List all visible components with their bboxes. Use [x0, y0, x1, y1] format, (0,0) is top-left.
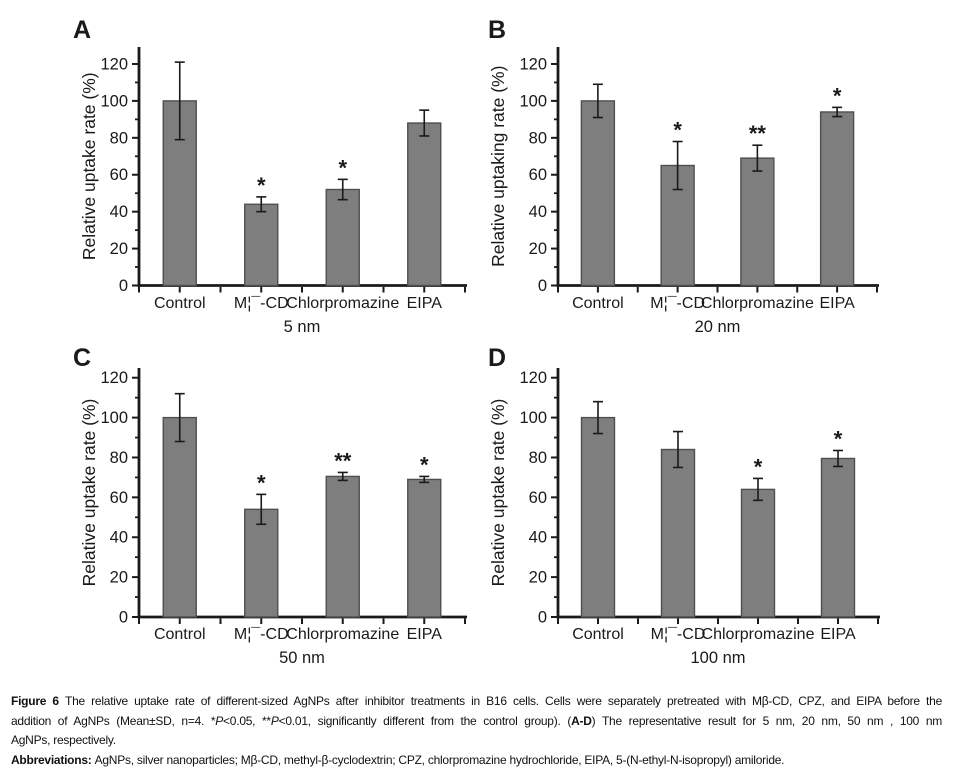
y-tick-label: 80 [528, 129, 547, 148]
significance-marker: * [419, 452, 429, 478]
x-category-label: Control [572, 295, 624, 312]
x-category-label: Control [572, 626, 624, 643]
x-category-label: Control [153, 626, 206, 643]
y-tick-label: 60 [109, 488, 128, 507]
y-axis-label: Relative uptake rate (%) [488, 398, 508, 587]
y-tick-label: 100 [519, 92, 547, 111]
caption-segment: Figure 6 [11, 694, 66, 708]
y-tick-label: 40 [109, 528, 128, 547]
caption-segment: <0.01, significantly different from the control group). ( [278, 713, 572, 728]
significance-marker: * [256, 172, 266, 198]
caption-line-1 [11, 692, 942, 712]
caption-segment: Abbreviations: [11, 752, 95, 767]
caption-segment: <0.05, ** [223, 713, 271, 728]
bar-control [582, 418, 615, 617]
y-tick-label: 0 [118, 277, 128, 295]
caption-line-3 [11, 731, 942, 751]
y-tick-label: 0 [537, 277, 547, 295]
caption-segment: AgNPs, silver nanoparticles; Mβ-CD, methyl-β-cyclodextrin; CPZ, chlorpromazine hydrochloride, EIPA, 5-(N-ethyl-N-isopropyl) amiloride. [94, 752, 785, 767]
bar-control [581, 101, 614, 286]
x-category-label: Chlorpromazine [286, 626, 400, 643]
x-category-label: EIPA [820, 626, 856, 643]
panel-subtitle: 50 nm [279, 649, 325, 667]
x-category-label: Chlorpromazine [700, 295, 814, 312]
y-tick-label: 0 [118, 608, 128, 627]
bar-eipa [822, 458, 855, 617]
panel-d [488, 344, 880, 667]
significance-marker: ** [748, 121, 766, 147]
caption-segment: ) The representative result for 5 nm, 20 nm, 50 nm , 100 nm [591, 713, 943, 728]
bar-chlorpromazine [742, 489, 775, 617]
panel-c [73, 344, 467, 667]
panel-letter-b: B [488, 16, 507, 44]
bar-chlorpromazine [326, 476, 359, 617]
caption-line-4 [11, 751, 942, 771]
caption-segment: AgNPs, respectively. [11, 733, 116, 747]
x-category-label: EIPA [406, 626, 442, 643]
x-category-label: EIPA [406, 295, 442, 312]
y-axis-label: Relative uptake rate (%) [79, 398, 99, 587]
panel-subtitle: 20 nm [694, 318, 741, 336]
y-tick-label: 40 [528, 203, 547, 222]
y-tick-label: 20 [528, 240, 547, 259]
bar-chlorpromazine [741, 158, 774, 285]
y-tick-label: 20 [528, 568, 547, 587]
caption-segment: addition of AgNPs (Mean±SD, n=4. * [11, 713, 216, 728]
bar-m-cd [662, 450, 695, 617]
bar-eipa [821, 112, 854, 286]
y-axis-label: Relative uptaking rate (%) [488, 65, 508, 267]
y-tick-label: 60 [528, 166, 547, 185]
y-tick-label: 100 [100, 92, 128, 111]
significance-marker: * [673, 117, 682, 143]
panel-b [488, 16, 879, 336]
significance-marker: * [832, 83, 842, 109]
panel-letter-d: D [488, 344, 507, 372]
y-tick-label: 20 [109, 568, 128, 587]
figure-caption [11, 692, 942, 770]
x-category-label: M¦¯-CD [650, 295, 706, 312]
significance-marker: * [256, 470, 266, 496]
bar-chlorpromazine [326, 190, 359, 286]
y-tick-label: 100 [519, 409, 547, 428]
x-category-label: EIPA [819, 295, 855, 312]
significance-marker: ** [334, 448, 352, 474]
y-axis-label: Relative uptake rate (%) [79, 72, 99, 261]
caption-segment: P [215, 713, 224, 728]
panel-letter-c: C [73, 344, 92, 372]
y-tick-label: 20 [109, 240, 128, 259]
bar-m-cd [245, 204, 278, 285]
y-tick-label: 120 [100, 369, 128, 388]
x-category-label: M¦¯-CD [233, 626, 289, 643]
bar-m-cd [245, 509, 278, 617]
y-tick-label: 80 [528, 448, 547, 467]
caption-line-2 [11, 712, 942, 732]
y-tick-label: 120 [519, 55, 547, 74]
y-tick-label: 40 [528, 528, 547, 547]
significance-marker: * [753, 454, 763, 480]
y-tick-label: 120 [100, 55, 128, 74]
significance-marker: * [833, 426, 843, 452]
bar-eipa [408, 479, 441, 617]
caption-segment: The relative uptake rate of different-sized AgNPs after inhibitor treatments in B16 cells. Cells were separately pretreated with Mβ-CD, CPZ, and EIPA before the [65, 694, 942, 708]
bar-control [163, 418, 196, 617]
significance-marker: * [338, 155, 348, 181]
x-category-label: Chlorpromazine [286, 295, 400, 312]
caption-segment: A-D [571, 713, 592, 728]
y-tick-label: 40 [109, 203, 128, 222]
x-category-label: Chlorpromazine [701, 626, 815, 643]
y-tick-label: 80 [109, 129, 128, 148]
y-tick-label: 60 [109, 166, 128, 185]
panel-a [73, 16, 467, 336]
panel-letter-a: A [73, 16, 92, 44]
panel-subtitle: 100 nm [690, 649, 746, 667]
panel-subtitle: 5 nm [283, 318, 321, 336]
y-tick-label: 60 [528, 488, 547, 507]
y-tick-label: 120 [519, 369, 547, 388]
y-tick-label: 100 [100, 409, 128, 428]
y-tick-label: 80 [109, 448, 128, 467]
y-tick-label: 0 [537, 608, 547, 627]
x-category-label: Control [153, 295, 206, 312]
caption-segment: P [270, 713, 279, 728]
x-category-label: M¦¯-CD [650, 626, 706, 643]
bar-eipa [408, 123, 441, 285]
x-category-label: M¦¯-CD [233, 295, 289, 312]
